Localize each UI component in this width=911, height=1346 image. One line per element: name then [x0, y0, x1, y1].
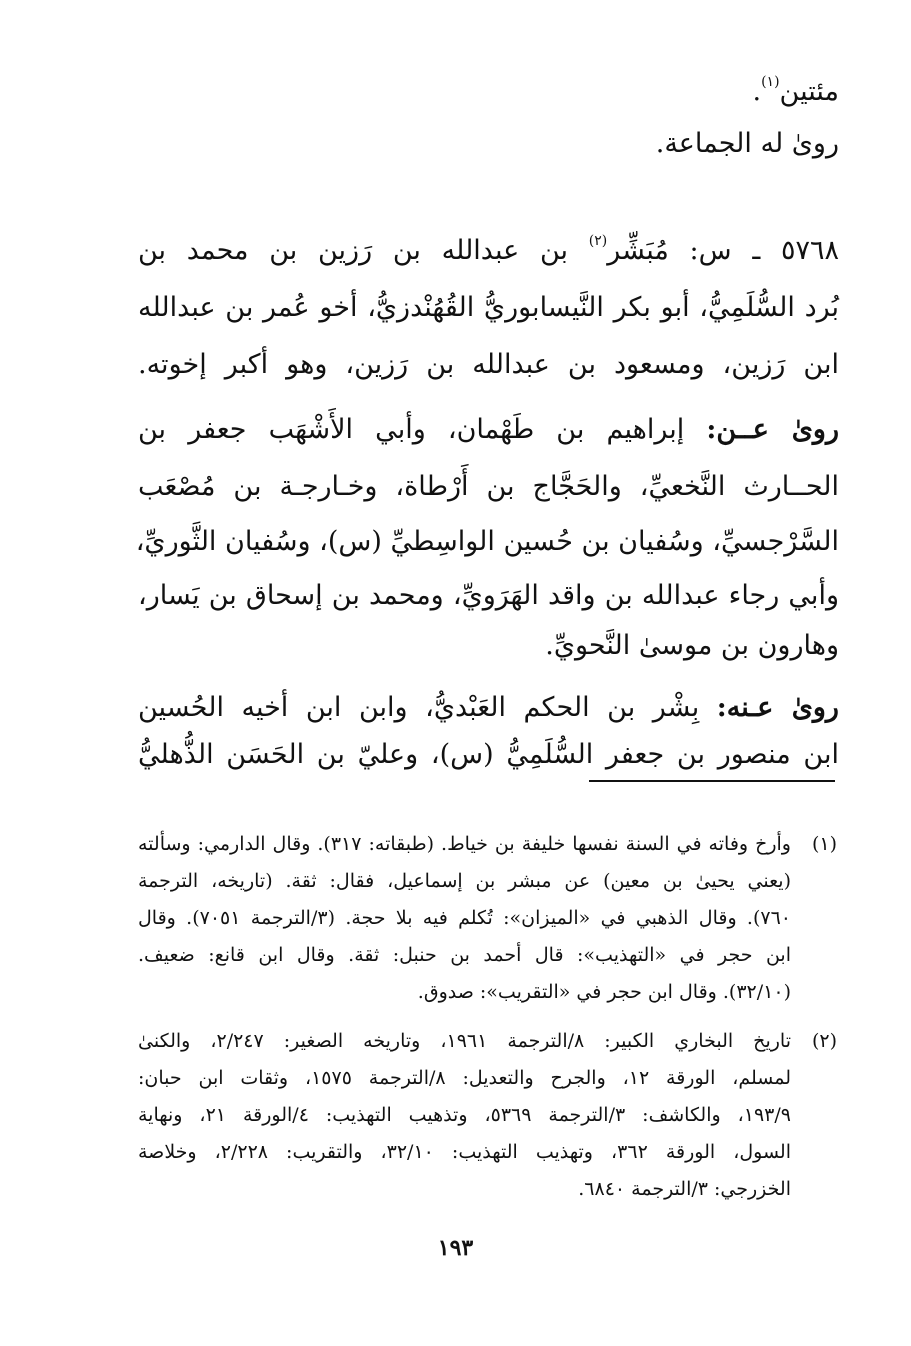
narrated-from-line-4: وأبي رجاء عبدالله بن واقد الهَرَويِّ، ومحمد بن إسحاق بن يَسار، — [138, 580, 839, 611]
footnote-1-line: (يعني يحيىٰ بن معين) عن مبشر بن إسماعيل، فقال: ثقة. (تاريخه، الترجمة — [138, 870, 791, 892]
continuation-text: مئتين — [779, 76, 839, 107]
entry-number-name: ٥٧٦٨ ـ س: مُبَشِّر — [607, 235, 839, 266]
narrated-by-text-1: بِشْر بن الحكم العَبْديُّ، وابن ابن أخيه الحُسين — [138, 692, 700, 723]
footnote-2-line: السول، الورقة ٣٦٢، وتهذيب التهذيب: ٣٢/١٠، والتقريب: ٢/٢٢٨، وخلاصة — [138, 1141, 791, 1163]
entry-lineage: بن عبدالله بن رَزين بن محمد بن — [138, 235, 569, 266]
narrated-by-all: روىٰ له الجماعة. — [655, 128, 839, 159]
entry-line-3: ابن رَزين، ومسعود بن عبدالله بن رَزين، وهو أكبر إخوته. — [138, 349, 839, 380]
footnote-ref-1: (١) — [761, 74, 780, 90]
narrated-by-line-2: ابن منصور بن جعفر السُّلَمِيُّ (س)، وعليّ بن الحَسَن الذُّهليُّ — [138, 739, 839, 770]
footnote-ref-2: (٢) — [588, 233, 608, 249]
continuation-end: . — [752, 76, 762, 107]
footnote-1-line: ابن حجر في «التهذيب»: قال أحمد بن حنبل: ثقة. وقال ابن قانع: ضعيف. — [138, 944, 791, 966]
footnote-2-line: الخزرجي: ٣/الترجمة ٦٨٤٠. — [578, 1178, 791, 1200]
entry-line-2: بُرد السُّلَمِيُّ، أبو بكر النَّيسابوريُّ القُهُنْدزيُّ، أخو عُمر بن عبدالله — [138, 292, 839, 323]
narrated-from-text-1: إبراهيم بن طَهْمان، وأبي الأَشْهَب جعفر بن — [138, 414, 685, 445]
narrated-from-line-3: السَّرْجسيِّ، وسُفيان بن حُسين الواسِطيِّ (س)، وسُفيان الثَّوريِّ، — [135, 526, 839, 557]
narrated-by-line-1 — [138, 688, 839, 728]
footnote-2-line: تاريخ البخاري الكبير: ٨/الترجمة ١٩٦١، وتاريخه الصغير: ٢/٢٤٧، والكنىٰ — [138, 1030, 791, 1052]
narrated-from-line-2: الحــارث النَّخعيِّ، والحَجَّاج بن أَرْطاة، وخـارجـة بن مُصْعَب — [138, 471, 839, 502]
footnote-2-line: لمسلم، الورقة ١٢، والجرح والتعديل: ٨/الترجمة ١٥٧٥، وثقات ابن حبان: — [138, 1067, 791, 1089]
footnote-1-number: (١) — [811, 833, 837, 855]
page-number: ١٩٣ — [437, 1235, 474, 1261]
entry-heading-line — [138, 231, 839, 271]
footnote-1-line: ٧٦٠). وقال الذهبي في «الميزان»: تُكلم فيه بلا حجة. (٣/الترجمة ٧٠٥١). وقال — [138, 907, 791, 929]
narrated-by-label: روىٰ عـنه: — [716, 692, 839, 723]
narrated-from-line-1 — [138, 410, 839, 450]
footnote-1-line: وأرخ وفاته في السنة نفسها خليفة بن خياط. (طبقاته: ٣١٧). وقال الدارمي: وسألته — [138, 833, 791, 855]
footnote-2-line: ١٩٣/٩، والكاشف: ٣/الترجمة ٥٣٦٩، وتذهيب التهذيب: ٤/الورقة ٢١، ونهاية — [138, 1104, 791, 1126]
narrated-from-label: روىٰ عــن: — [706, 414, 839, 445]
footnote-separator — [589, 780, 835, 782]
narrated-from-line-5: وهارون بن موسىٰ النَّحويِّ. — [545, 630, 839, 661]
footnote-2-number: (٢) — [811, 1030, 837, 1052]
continuation-line — [138, 72, 839, 112]
footnote-1-line: (٣٢/١٠). وقال ابن حجر في «التقريب»: صدوق. — [417, 981, 791, 1003]
